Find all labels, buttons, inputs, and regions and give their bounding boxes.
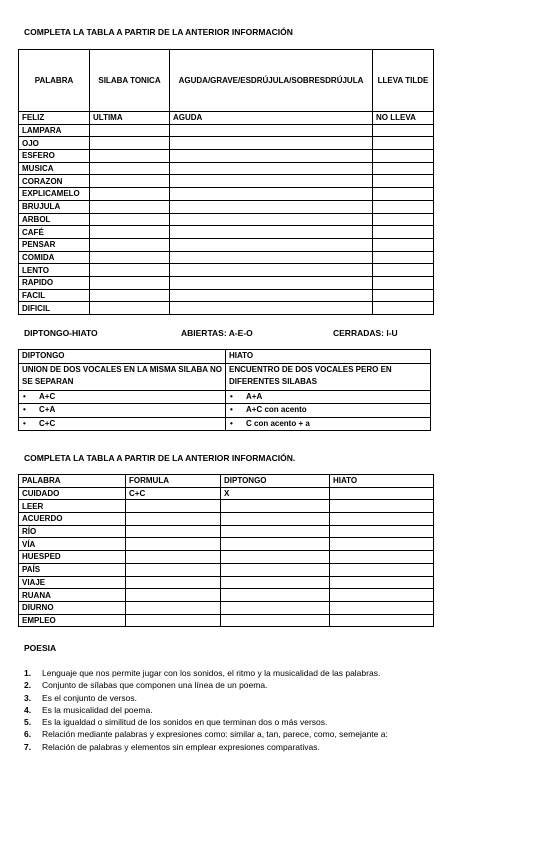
poesia-title: POESIA: [24, 643, 57, 653]
table-row: [19, 302, 434, 315]
answer-cell[interactable]: [126, 576, 221, 589]
answer-cell[interactable]: [170, 302, 373, 315]
answer-cell[interactable]: [126, 513, 221, 526]
table-row: [19, 500, 434, 513]
diptongo-hiato-table: [18, 349, 431, 431]
answer-cell[interactable]: [90, 162, 170, 175]
diptongo-hiato-label: DIPTONGO-HIATO: [24, 328, 98, 338]
answer-cell[interactable]: [221, 538, 330, 551]
bullet-icon: •: [230, 391, 233, 401]
word-cell: CAFÉ: [19, 226, 90, 239]
hiato-header: HIATO: [226, 350, 431, 364]
answer-cell[interactable]: [90, 137, 170, 150]
word-cell: FELIZ: [19, 112, 90, 125]
table-row: [19, 563, 434, 576]
item-number: 7.: [24, 741, 32, 752]
answer-cell[interactable]: [90, 276, 170, 289]
answer-cell[interactable]: [221, 551, 330, 564]
answer-cell[interactable]: NO LLEVA: [373, 112, 434, 125]
answer-cell[interactable]: [330, 589, 434, 602]
answer-cell[interactable]: [221, 614, 330, 627]
table-row: [19, 487, 434, 500]
item-text: Conjunto de sílabas que componen una línea de un poema.: [42, 680, 268, 691]
answer-cell[interactable]: [373, 264, 434, 277]
table-row: [19, 276, 434, 289]
word-cell: CUIDADO: [19, 487, 126, 500]
word-cell: LAMPARA: [19, 124, 90, 137]
answer-cell[interactable]: [373, 213, 434, 226]
answer-cell[interactable]: [330, 551, 434, 564]
answer-cell[interactable]: [170, 289, 373, 302]
column-header: PALABRA: [19, 475, 126, 488]
item-number: 1.: [24, 668, 32, 678]
bullet-icon: •: [23, 391, 26, 401]
example-text: A+C: [39, 391, 56, 401]
word-cell: LENTO: [19, 264, 90, 277]
word-cell: RÍO: [19, 525, 126, 538]
list-item: [24, 692, 388, 704]
list-item: [24, 704, 388, 716]
answer-cell[interactable]: [330, 576, 434, 589]
bullet-icon: •: [230, 418, 233, 428]
example-text: A+A: [246, 391, 263, 401]
word-cell: PENSAR: [19, 238, 90, 251]
column-header: DIPTONGO: [221, 475, 330, 488]
item-text: Es la musicalidad del poema.: [42, 704, 153, 715]
answer-cell[interactable]: [90, 251, 170, 264]
answer-cell[interactable]: [330, 487, 434, 500]
answer-cell[interactable]: [373, 124, 434, 137]
item-number: 6.: [24, 729, 32, 740]
bullet-icon: •: [23, 418, 26, 428]
item-text: Lenguaje que nos permite jugar con los sonidos, el ritmo y la musicalidad de las palabras.: [42, 668, 381, 678]
table-row: [19, 289, 434, 302]
item-number: 4.: [24, 704, 32, 715]
table-row: [19, 264, 434, 277]
table-row: [19, 251, 434, 264]
table-row: [19, 601, 434, 614]
hiato-example: [226, 404, 431, 418]
word-cell: ARBOL: [19, 213, 90, 226]
answer-cell[interactable]: [90, 124, 170, 137]
column-header: PALABRA: [19, 50, 90, 112]
answer-cell[interactable]: X: [221, 487, 330, 500]
answer-cell[interactable]: [373, 137, 434, 150]
answer-cell[interactable]: [170, 226, 373, 239]
answer-cell[interactable]: [90, 175, 170, 188]
answer-cell[interactable]: [330, 500, 434, 513]
word-cell: EXPLICAMELO: [19, 188, 90, 201]
cerradas-label: CERRADAS: I-U: [333, 328, 398, 338]
answer-cell[interactable]: [126, 551, 221, 564]
word-cell: DIURNO: [19, 601, 126, 614]
word-cell: PAÍS: [19, 563, 126, 576]
table-row: [19, 226, 434, 239]
answer-cell[interactable]: [373, 251, 434, 264]
word-cell: EMPLEO: [19, 614, 126, 627]
table-row: [19, 576, 434, 589]
item-number: 3.: [24, 692, 32, 703]
word-cell: RUANA: [19, 589, 126, 602]
example-row: [19, 390, 431, 404]
answer-cell[interactable]: [330, 538, 434, 551]
example-text: C+C: [39, 418, 56, 428]
hiato-definition: ENCUENTRO DE DOS VOCALES PERO EN DIFERENTES SILABAS: [226, 363, 431, 390]
answer-cell[interactable]: [170, 162, 373, 175]
word-cell: BRUJULA: [19, 200, 90, 213]
table-row: [19, 238, 434, 251]
column-header: SILABA TONICA: [90, 50, 170, 112]
answer-cell[interactable]: [221, 563, 330, 576]
word-cell: VIAJE: [19, 576, 126, 589]
table-row: [19, 162, 434, 175]
bullet-icon: •: [230, 405, 233, 415]
table-row: [19, 124, 434, 137]
answer-cell[interactable]: [221, 525, 330, 538]
list-item: [24, 679, 388, 691]
word-cell: ESFERO: [19, 150, 90, 163]
answer-cell[interactable]: [90, 264, 170, 277]
column-header: FORMULA: [126, 475, 221, 488]
answer-cell[interactable]: [170, 264, 373, 277]
example-text: C con acento + a: [246, 418, 310, 428]
table-row: [19, 137, 434, 150]
answer-cell[interactable]: AGUDA: [170, 112, 373, 125]
word-cell: RAPIDO: [19, 276, 90, 289]
item-text: Relación de palabras y elementos sin emplear expresiones comparativas.: [42, 741, 320, 752]
poesia-list: [24, 667, 388, 753]
answer-cell[interactable]: [373, 175, 434, 188]
word-cell: OJO: [19, 137, 90, 150]
example-row: [19, 417, 431, 431]
table-row: [19, 200, 434, 213]
answer-cell[interactable]: [170, 238, 373, 251]
diptongo-example: [19, 417, 226, 431]
item-number: 5.: [24, 717, 32, 728]
answer-cell[interactable]: [373, 289, 434, 302]
word-cell: VÍA: [19, 538, 126, 551]
answer-cell[interactable]: [330, 563, 434, 576]
answer-cell[interactable]: [90, 289, 170, 302]
answer-cell[interactable]: [126, 538, 221, 551]
answer-cell[interactable]: [330, 513, 434, 526]
answer-cell[interactable]: [126, 589, 221, 602]
answer-cell[interactable]: [170, 150, 373, 163]
answer-cell[interactable]: [90, 188, 170, 201]
answer-cell[interactable]: [90, 150, 170, 163]
answer-cell[interactable]: [221, 601, 330, 614]
answer-cell[interactable]: [170, 200, 373, 213]
accent-table: [18, 49, 434, 315]
answer-cell[interactable]: [90, 238, 170, 251]
answer-cell[interactable]: [373, 150, 434, 163]
answer-cell[interactable]: [330, 614, 434, 627]
word-cell: HUESPED: [19, 551, 126, 564]
diptongo-example: [19, 404, 226, 418]
answer-cell[interactable]: [90, 213, 170, 226]
section3-title: COMPLETA LA TABLA A PARTIR DE LA ANTERIOR INFORMACIÓN.: [24, 453, 296, 463]
diptongo-example: [19, 390, 226, 404]
hiato-example: [226, 390, 431, 404]
word-cell: DIFICIL: [19, 302, 90, 315]
answer-cell[interactable]: [170, 124, 373, 137]
answer-cell[interactable]: [90, 302, 170, 315]
answer-cell[interactable]: [170, 213, 373, 226]
answer-cell[interactable]: [373, 200, 434, 213]
answer-cell[interactable]: [90, 200, 170, 213]
word-cell: ACUERDO: [19, 513, 126, 526]
item-number: 2.: [24, 680, 32, 691]
answer-cell[interactable]: [373, 302, 434, 315]
word-cell: COMIDA: [19, 251, 90, 264]
answer-cell[interactable]: [221, 513, 330, 526]
example-text: A+C con acento: [246, 405, 307, 415]
column-header: HIATO: [330, 475, 434, 488]
item-text: Es la igualdad o similitud de los sonidos en que terminan dos o más versos.: [42, 717, 328, 728]
answer-cell[interactable]: ULTIMA: [90, 112, 170, 125]
word-cell: CORAZON: [19, 175, 90, 188]
bullet-icon: •: [23, 405, 26, 415]
word-cell: LEER: [19, 500, 126, 513]
column-header: LLEVA TILDE: [373, 50, 434, 112]
table-row: [19, 614, 434, 627]
list-item: [24, 716, 388, 728]
table-row: [19, 213, 434, 226]
table-row: [19, 589, 434, 602]
answer-cell[interactable]: [90, 226, 170, 239]
answer-cell[interactable]: [126, 601, 221, 614]
answer-cell[interactable]: [221, 576, 330, 589]
item-text: Relación mediante palabras y expresiones como: similar a, tan, parece, como, semejante a:: [42, 729, 388, 740]
answer-cell[interactable]: [126, 500, 221, 513]
abiertas-label: ABIERTAS: A-E-O: [181, 328, 253, 338]
word-cell: MUSICA: [19, 162, 90, 175]
table-row: [19, 525, 434, 538]
table-row: [19, 175, 434, 188]
word-cell: FACIL: [19, 289, 90, 302]
answer-cell[interactable]: [373, 188, 434, 201]
answer-cell[interactable]: [170, 175, 373, 188]
example-text: C+A: [39, 405, 56, 415]
answer-cell[interactable]: [373, 238, 434, 251]
diptongo-definition: UNION DE DOS VOCALES EN LA MISMA SILABA NO SE SEPARAN: [19, 363, 226, 390]
column-header: AGUDA/GRAVE/ESDRÚJULA/SOBRESDRÚJULA: [170, 50, 373, 112]
answer-cell[interactable]: [126, 525, 221, 538]
answer-cell[interactable]: [373, 276, 434, 289]
section1-title: COMPLETA LA TABLA A PARTIR DE LA ANTERIOR INFORMACIÓN: [24, 27, 293, 37]
table-row: [19, 551, 434, 564]
list-item: [24, 667, 388, 679]
table-row: [19, 538, 434, 551]
table-row: [19, 513, 434, 526]
item-text: Es el conjunto de versos.: [42, 692, 137, 703]
answer-cell[interactable]: [221, 500, 330, 513]
answer-cell[interactable]: [126, 614, 221, 627]
diptongo-hiato-exercise-table: [18, 474, 434, 627]
answer-cell[interactable]: [126, 563, 221, 576]
answer-cell[interactable]: [373, 162, 434, 175]
diptongo-header: DIPTONGO: [19, 350, 226, 364]
answer-cell[interactable]: [373, 226, 434, 239]
example-row: [19, 404, 431, 418]
table-row: [19, 188, 434, 201]
list-item: [24, 741, 388, 753]
table-row: [19, 150, 434, 163]
table-row: [19, 112, 434, 125]
answer-cell[interactable]: C+C: [126, 487, 221, 500]
answer-cell[interactable]: [330, 525, 434, 538]
answer-cell[interactable]: [170, 137, 373, 150]
hiato-example: [226, 417, 431, 431]
list-item: [24, 728, 388, 740]
answer-cell[interactable]: [170, 188, 373, 201]
answer-cell[interactable]: [221, 589, 330, 602]
answer-cell[interactable]: [170, 251, 373, 264]
answer-cell[interactable]: [170, 276, 373, 289]
answer-cell[interactable]: [330, 601, 434, 614]
